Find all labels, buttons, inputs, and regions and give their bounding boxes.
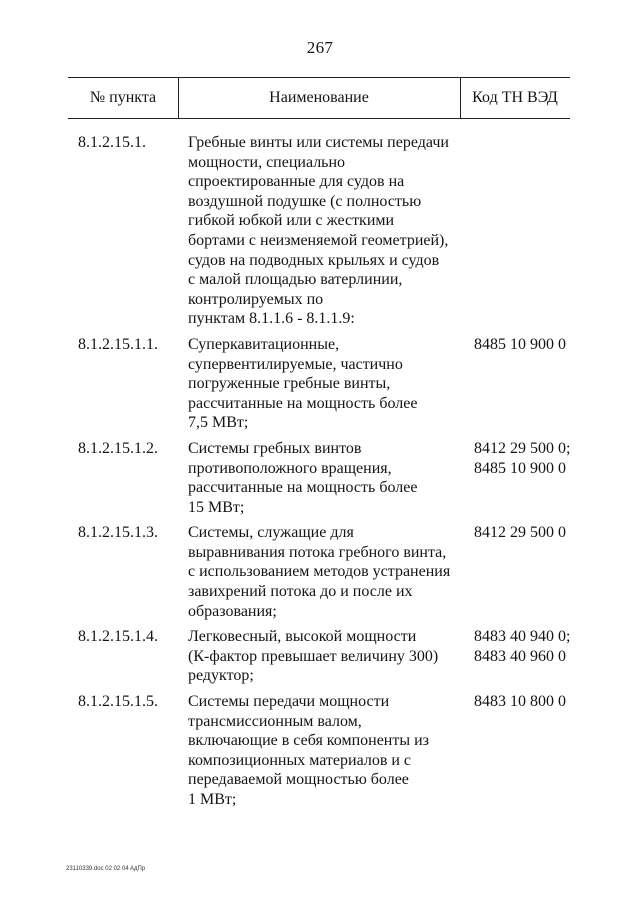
row-number: 8.1.2.15.1.4. xyxy=(78,628,158,646)
table-row xyxy=(0,439,640,517)
table-row xyxy=(0,692,640,810)
header-bottom-rule xyxy=(68,118,570,119)
row-code: 8412 29 500 0 xyxy=(474,524,566,542)
header-number: № пункта xyxy=(89,89,157,106)
row-number: 8.1.2.15.1.1. xyxy=(78,335,158,353)
row-code: 8483 10 800 0 xyxy=(474,693,566,711)
header-code: Код ТН ВЭД xyxy=(472,89,558,106)
row-name: Суперкавитационные, супервентилируемые, частично погруженные гребные винты, рассчитанные на мощность более 7,5 МВт; xyxy=(188,335,418,432)
row-name: Гребные винты или системы передачи мощности, специально спроектированные для судов на воздушной подушке (с полностью гибкой юбкой или с жесткими бортами с неизменяемой геометрией), судов на подводных крыльях и судов с малой площадью ватерлинии, контролируемых по пунктам 8.1.1.6 - 8.1.1.9: xyxy=(188,134,449,328)
table-row xyxy=(0,627,640,686)
row-code: 8412 29 500 0; 8485 10 900 0 xyxy=(474,439,571,477)
row-number: 8.1.2.15.1.2. xyxy=(78,439,158,457)
row-code: 8483 40 940 0; 8483 40 960 0 xyxy=(474,628,571,665)
page-number: 267 xyxy=(306,38,334,57)
document-footer: 23110339.doc 02 02 04 AдПр xyxy=(66,866,146,872)
row-number: 8.1.2.15.1.5. xyxy=(78,693,158,711)
table-body xyxy=(0,133,640,816)
table-row xyxy=(0,335,640,433)
row-name: Легковесный, высокой мощности (К-фактор превышает величину 300) редуктор; xyxy=(188,628,439,685)
row-number: 8.1.2.15.1. xyxy=(78,134,146,151)
row-name: Системы гребных винтов противоположного вращения, рассчитанные на мощность более 15 МВт; xyxy=(188,439,418,516)
header-name: Наименование xyxy=(269,89,369,106)
row-name: Системы передачи мощности трансмиссионным валом, включающие в себя компоненты из композиционных материалов и с передаваемой мощностью более 1 МВт; xyxy=(188,693,429,808)
row-code: 8485 10 900 0 xyxy=(474,335,566,353)
table-row xyxy=(0,133,640,329)
row-name: Системы, служащие для выравнивания потока гребного винта, с использованием методов устранения завихрений потока до и после их образования; xyxy=(188,524,451,620)
table-row xyxy=(0,523,640,621)
row-number: 8.1.2.15.1.3. xyxy=(78,524,158,542)
